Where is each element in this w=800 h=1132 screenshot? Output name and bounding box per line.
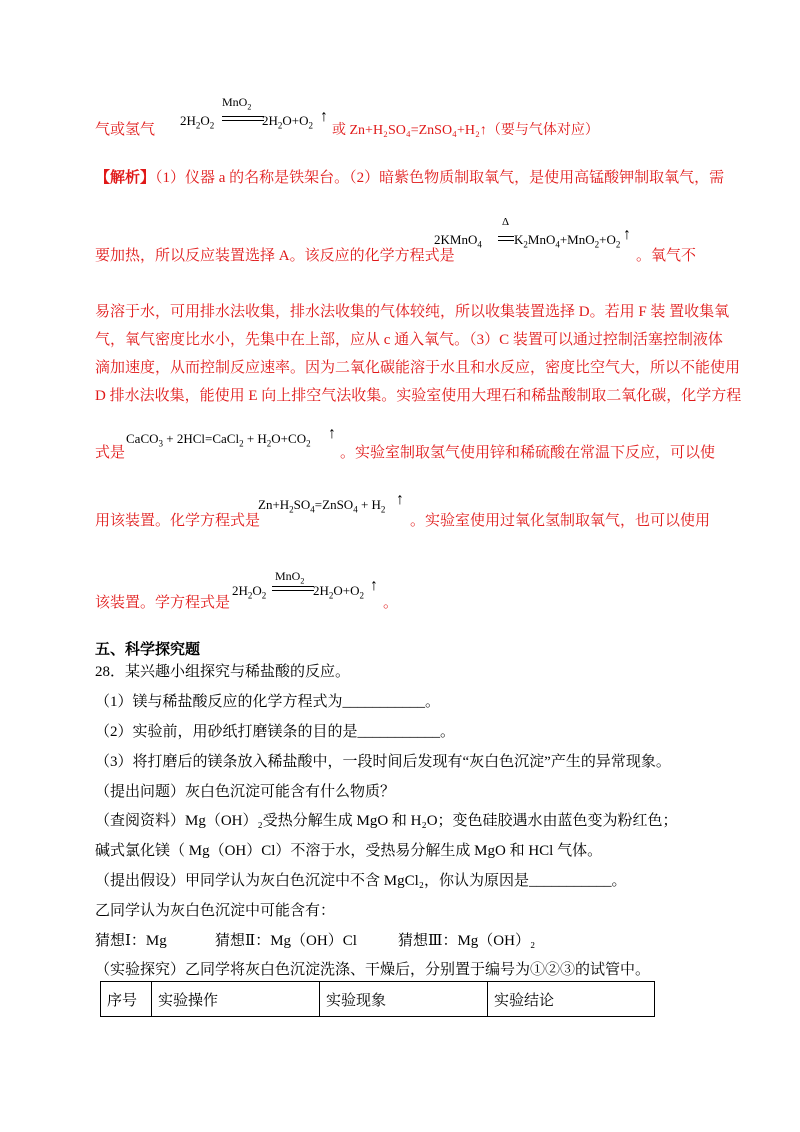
question-hypothesis: （提出假设）甲同学认为灰白色沉淀中不含 MgCl₂，你认为原因是___________。 (95, 873, 627, 889)
question-reference-2: 碱式氯化镁（ Mg（OH）Cl）不溶于水，受热易分解生成 MgO 和 HCl 气体。 (95, 843, 603, 859)
guess-2: 猜想Ⅱ：Mg（OH）Cl (215, 933, 357, 949)
guess-3: 猜想Ⅲ：Mg（OH）₂ (398, 933, 536, 949)
analysis-label: 【解析】 (95, 170, 156, 186)
table-header: 序号 (101, 982, 152, 1017)
analysis-line-4: 气，氧气密度比水小，先集中在上部，应从 c 通入氧气。（3）C 装置可以通过控制活塞控制液体 (95, 332, 723, 348)
question-reference: （查阅资料）Mg（OH）₂受热分解生成 MgO 和 H₂O；变色硅胶遇水由蓝色变为粉红色； (95, 813, 678, 829)
experiment-table (100, 981, 655, 1017)
analysis-line-7-pre: 式是 (95, 445, 126, 461)
question-guess-intro: 乙同学认为灰白色沉淀中可能含有： (95, 903, 336, 919)
question-part-2: （2）实验前，用砂纸打磨镁条的目的是___________。 (95, 724, 456, 740)
table-header: 实验结论 (488, 982, 655, 1017)
table-header: 实验操作 (152, 982, 320, 1017)
section-title: 五、科学探究题 (95, 642, 201, 658)
question-part-1: （1）镁与稀盐酸反应的化学方程式为___________。 (95, 694, 441, 710)
guess-1: 猜想Ⅰ：Mg (95, 933, 167, 949)
question-problem: （提出问题）灰白色沉淀可能含有什么物质？ (95, 784, 396, 800)
analysis-line-8-pre: 用该装置。化学方程式是 (95, 513, 261, 529)
analysis-line-8-post: 。实验室使用过氧化氢制取氧气，也可以使用 (410, 513, 711, 529)
analysis-line-9-pre: 该装置。学方程式是 (95, 595, 231, 611)
analysis-line-3: 易溶于水，可用排水法收集，排水法收集的气体较纯，所以收集装置选择 D。若用 F 装 置收集氧 (95, 304, 730, 320)
question-stem: 28．某兴趣小组探究与稀盐酸的反应。 (95, 664, 351, 680)
analysis-line-6: D 排水法收集，能使用 E 向上排空气法收集。实验室使用大理石和稀盐酸制取二氧化碳，化学方程 (95, 388, 742, 404)
analysis-line-1: 【解析】（1）仪器 a 的名称是铁架台。（2）暗紫色物质制取氧气，是使用高锰酸钾制取氧气，需 (95, 170, 725, 186)
question-experiment: （实验探究）乙同学将灰白色沉淀洗涤、干燥后，分别置于编号为①②③的试管中。 (95, 962, 651, 978)
answer-prefix: 气或氢气 (95, 122, 156, 138)
analysis-line-2: 要加热，所以反应装置选择 A。该反应的化学方程式是 (95, 248, 455, 264)
analysis-line-9-post: 。 (383, 595, 399, 611)
analysis-line-7-post: 。实验室制取氢气使用锌和稀硫酸在常温下反应，可以使 (340, 445, 716, 461)
question-part-3: （3）将打磨后的镁条放入稀盐酸中，一段时间后发现有“灰白色沉淀”产生的异常现象。 (95, 754, 671, 770)
analysis-line-2-post: 。氧气不 (636, 248, 697, 264)
table-header-row (101, 982, 655, 1017)
analysis-line-5: 滴加速度，从而控制反应速率。因为二氧化碳能溶于水且和水反应，密度比空气大，所以不能使用 (95, 360, 741, 376)
table-header: 实验现象 (320, 982, 488, 1017)
answer-suffix: 或 Zn+H₂SO₄=ZnSO₄+H₂↑（要与气体对应） (332, 123, 599, 138)
